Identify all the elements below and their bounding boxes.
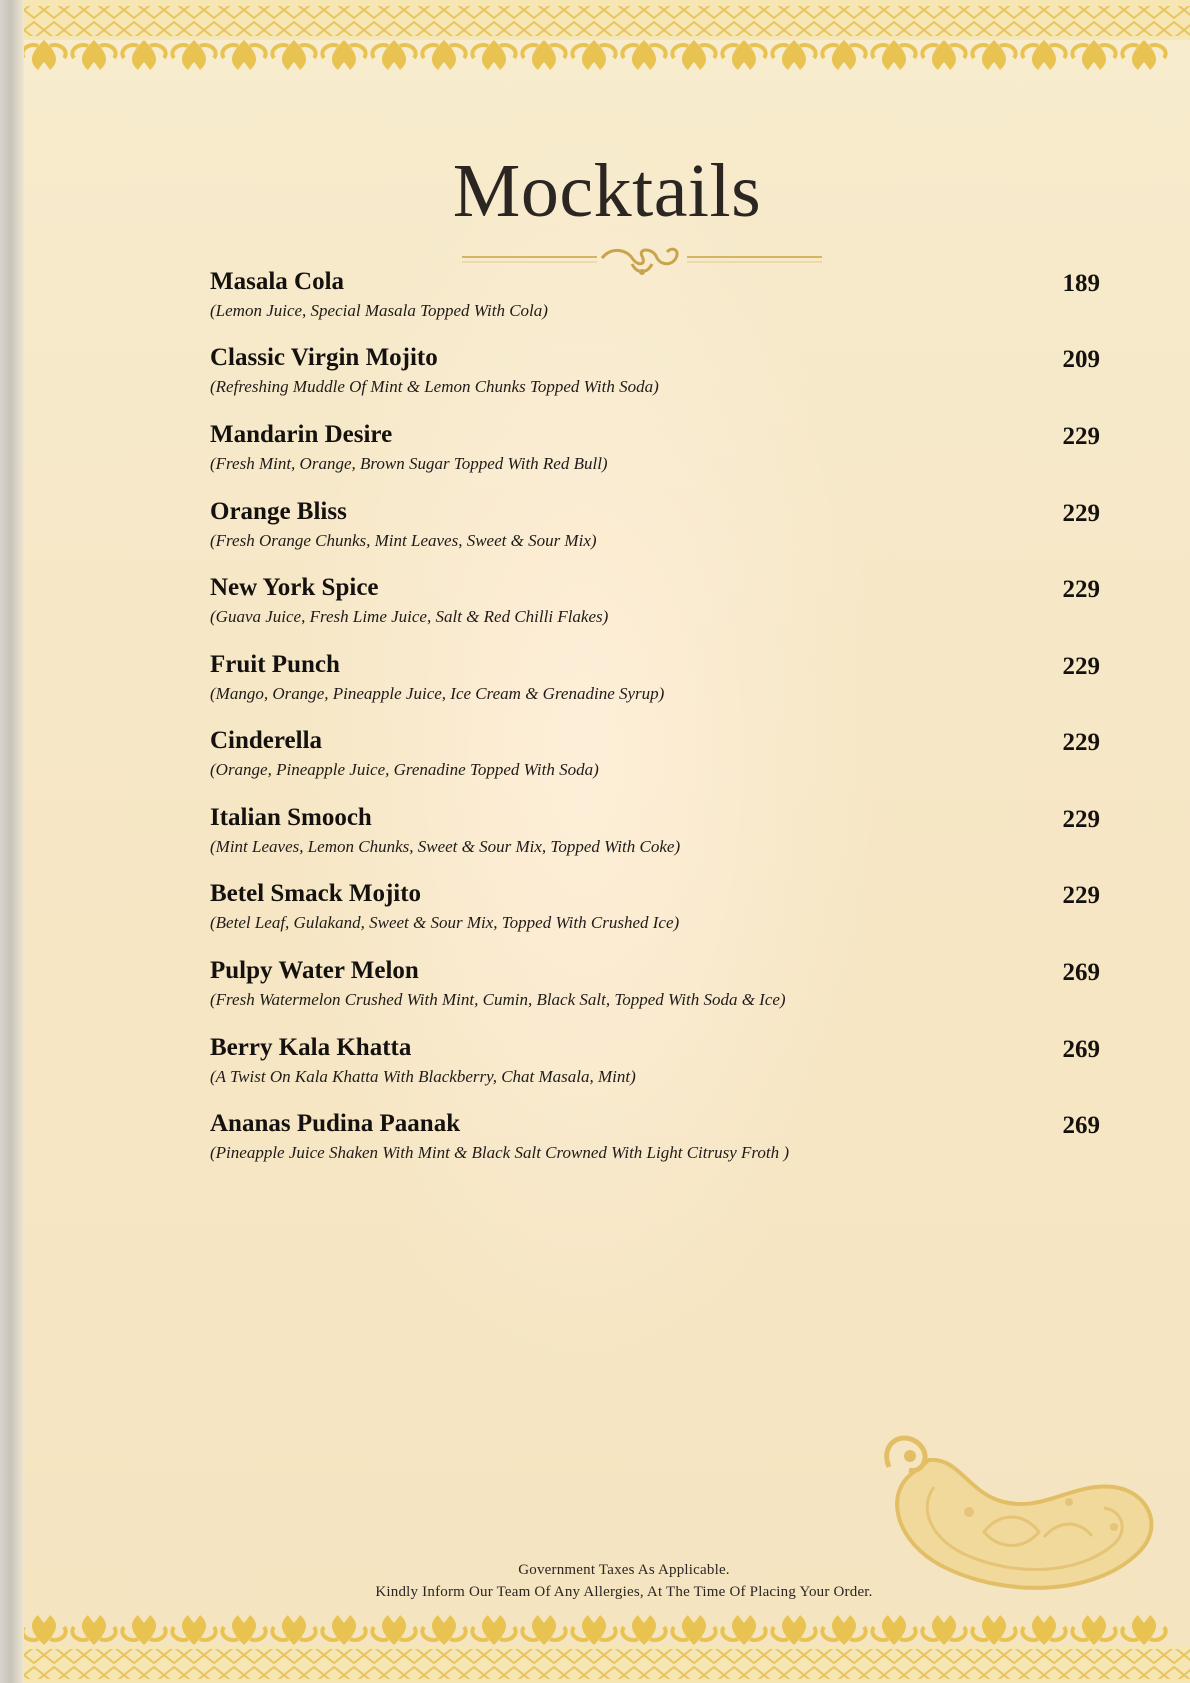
item-description: (Pineapple Juice Shaken With Mint & Black Salt Crowned With Light Citrusy Froth ) <box>210 1143 790 1162</box>
menu-item <box>210 727 1100 797</box>
menu-item <box>210 957 1100 1027</box>
item-price: 229 <box>1062 882 1100 909</box>
menu-item <box>210 268 1100 338</box>
menu-item <box>210 421 1100 491</box>
item-description: (Fresh Mint, Orange, Brown Sugar Topped With Red Bull) <box>210 454 608 473</box>
item-description: (A Twist On Kala Khatta With Blackberry, Chat Masala, Mint) <box>210 1067 636 1086</box>
item-description: (Orange, Pineapple Juice, Grenadine Topped With Soda) <box>210 760 599 779</box>
item-name: Cinderella <box>210 727 323 754</box>
item-name: Orange Bliss <box>210 498 347 525</box>
item-description: (Mango, Orange, Pineapple Juice, Ice Cream & Grenadine Syrup) <box>210 684 665 703</box>
menu-item <box>210 1034 1100 1104</box>
item-name: Mandarin Desire <box>210 421 393 448</box>
item-price: 269 <box>1062 1036 1100 1063</box>
item-name: Berry Kala Khatta <box>210 1034 412 1061</box>
bottom-leaf-border-pattern <box>24 1605 1190 1683</box>
footer-allergy-note: Kindly Inform Our Team Of Any Allergies, At The Time Of Placing Your Order. <box>375 1584 873 1600</box>
footer-tax-note: Government Taxes As Applicable. <box>518 1562 730 1578</box>
item-description: (Betel Leaf, Gulakand, Sweet & Sour Mix, Topped With Crushed Ice) <box>210 913 680 932</box>
item-price: 209 <box>1062 346 1100 373</box>
item-description: (Lemon Juice, Special Masala Topped With Cola) <box>210 301 548 320</box>
item-name: Ananas Pudina Paanak <box>210 1110 461 1137</box>
item-description: (Fresh Watermelon Crushed With Mint, Cumin, Black Salt, Topped With Soda & Ice) <box>210 990 786 1009</box>
menu-page <box>24 0 1190 1683</box>
item-name: Fruit Punch <box>210 651 340 678</box>
menu-item <box>210 880 1100 950</box>
item-description: (Guava Juice, Fresh Lime Juice, Salt & Red Chilli Flakes) <box>210 607 609 626</box>
item-description: (Refreshing Muddle Of Mint & Lemon Chunks Topped With Soda) <box>210 377 659 396</box>
item-name: Betel Smack Mojito <box>210 880 422 907</box>
menu-item <box>210 1110 1100 1180</box>
item-description: (Mint Leaves, Lemon Chunks, Sweet & Sour Mix, Topped With Coke) <box>210 837 681 856</box>
item-price: 229 <box>1062 653 1100 680</box>
item-price: 269 <box>1062 1112 1100 1139</box>
menu-item <box>210 344 1100 414</box>
page-binding-edge <box>0 0 24 1683</box>
item-price: 269 <box>1062 959 1100 986</box>
menu-item <box>210 574 1100 644</box>
item-price: 229 <box>1062 500 1100 527</box>
page-title: Mocktails <box>452 149 762 233</box>
item-price: 229 <box>1062 729 1100 756</box>
item-name: Italian Smooch <box>210 804 372 831</box>
item-name: Classic Virgin Mojito <box>210 344 438 371</box>
item-price: 229 <box>1062 576 1100 603</box>
item-name: Masala Cola <box>210 268 345 295</box>
item-name: New York Spice <box>210 574 379 601</box>
menu-item <box>210 804 1100 874</box>
item-price: 189 <box>1062 270 1100 297</box>
menu-item <box>210 651 1100 721</box>
item-price: 229 <box>1062 423 1100 450</box>
item-name: Pulpy Water Melon <box>210 957 419 984</box>
item-description: (Fresh Orange Chunks, Mint Leaves, Sweet & Sour Mix) <box>210 531 597 550</box>
menu-item <box>210 498 1100 568</box>
item-price: 229 <box>1062 806 1100 833</box>
top-leaf-border-pattern <box>24 0 1190 82</box>
paisley-ornament <box>874 1432 1164 1607</box>
